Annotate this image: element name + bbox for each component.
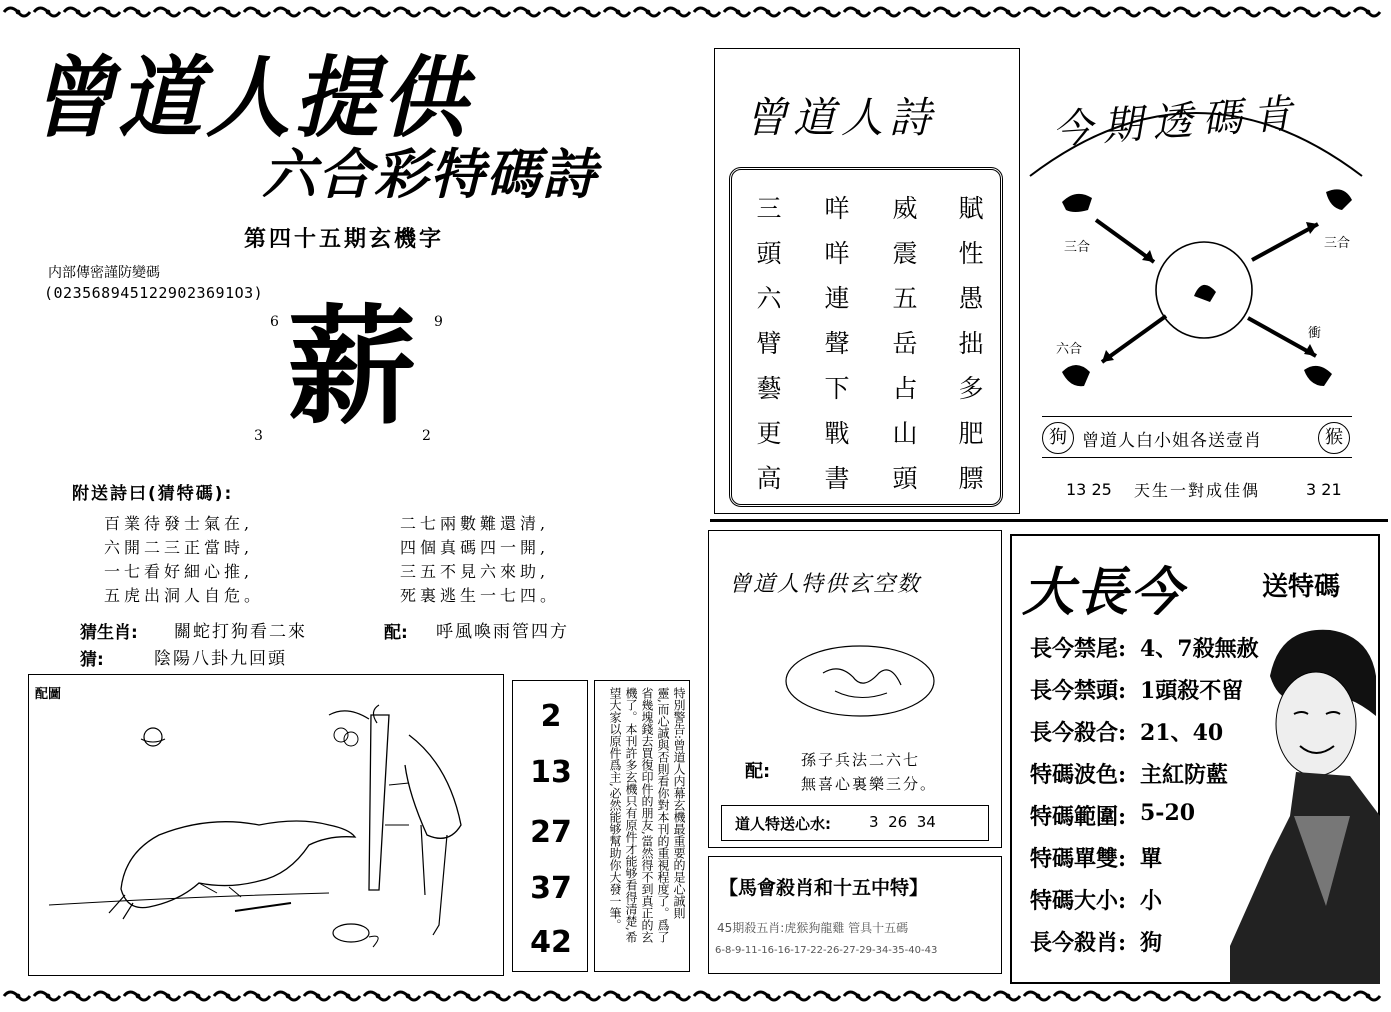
xuankong-pair-line-1: 孫子兵法二六七 [801, 751, 921, 769]
dachangjin-row-value: 21、40 [1140, 720, 1224, 746]
xuankong-ellipse [783, 643, 937, 719]
portrait-image [1230, 616, 1380, 984]
poem-left-line-1: 百業待發士氣在, [104, 514, 254, 533]
dachangjin-row-value: 4、7殺無赦 [1140, 636, 1259, 662]
numbers-column-box [512, 680, 588, 972]
dachangjin-row-label: 特碼單雙: [1030, 846, 1127, 872]
poem-left-line-2: 六開二三正當時, [104, 538, 254, 557]
grid-poem-title: 曾道人詩 [745, 93, 938, 142]
label-three-left: 三合 [1064, 240, 1091, 255]
mystery-char: 薪 [287, 293, 416, 442]
number-item-2: 13 [530, 755, 572, 790]
grid-char-c1-r7: 高 [756, 464, 782, 493]
guess-zodiac-label: 猜生肖: [80, 623, 138, 643]
grid-char-c3-r2: 震 [892, 239, 918, 268]
dachangjin-row-label: 特碼大小: [1030, 888, 1127, 914]
grid-char-c2-r3: 連 [824, 284, 850, 313]
xuankong-title: 曾道人特供玄空数 [729, 572, 922, 597]
corner-number-tr: 9 [434, 314, 443, 330]
zodiac-panel [1026, 60, 1366, 520]
xuankong-pair-line-2: 無喜心裏樂三分。 [801, 775, 938, 793]
guess-zodiac-text: 關蛇打狗看二來 [174, 622, 307, 642]
badge-monkey: 猴 [1318, 422, 1350, 454]
dachangjin-row-value: 主紅防藍 [1140, 762, 1229, 788]
grid-char-c4-r1: 賦 [958, 194, 984, 223]
zodiac-nums-right: 3 21 [1306, 480, 1342, 499]
grid-char-c4-r5: 多 [958, 374, 984, 403]
horse-club-title: 【馬會殺肖和十五中特】 [719, 877, 929, 899]
badge-dog: 狗 [1042, 422, 1074, 454]
number-item-1: 2 [540, 699, 562, 734]
grid-char-c3-r3: 五 [892, 284, 918, 313]
warning-box [594, 680, 690, 972]
grid-char-c2-r7: 書 [824, 464, 850, 493]
dachangjin-row-label: 特碼範圍: [1030, 804, 1127, 830]
guess-pair-label: 配: [384, 623, 408, 643]
grid-char-c1-r4: 臂 [756, 329, 782, 358]
poem-left-line-4: 五虎出洞人自危。 [104, 586, 265, 605]
illustration-box [28, 674, 504, 976]
grid-char-c4-r3: 愚 [958, 284, 984, 313]
grid-char-c4-r2: 性 [958, 239, 984, 268]
warning-column-2: 靈,而心誠與否則看你對本刊的重視程度了。爲了 [656, 687, 670, 943]
poem-left-line-3: 一七看好細心推, [104, 562, 254, 581]
grid-char-c3-r4: 岳 [892, 329, 918, 358]
zodiac-diagram [1026, 180, 1366, 400]
mystery-char-block [254, 293, 443, 446]
xuankong-pair-label: 配: [745, 761, 771, 782]
warning-column-4: 機了。本刊許多玄機只有原件才能够看得清楚,希 [624, 687, 638, 943]
number-item-3: 27 [530, 815, 572, 850]
secret-note: 内部傳密謹防變碼 [48, 265, 160, 281]
dachangjin-row-label: 長今禁頭: [1030, 678, 1127, 704]
guess-label: 猜: [80, 650, 104, 670]
horizontal-separator [710, 519, 1388, 522]
code-string: (0235689451229023691O3) [44, 284, 264, 302]
corner-number-tl: 6 [270, 314, 279, 330]
grid-char-c2-r1: 咩 [824, 194, 850, 223]
dachangjin-row-value: 1頭殺不留 [1140, 678, 1244, 704]
dachangjin-row-value: 5-20 [1140, 800, 1196, 826]
grid-char-c1-r2: 頭 [756, 239, 782, 268]
dachangjin-title: 大長今 [1022, 562, 1185, 623]
bottom-ornament-border [0, 986, 1391, 1006]
grid-char-c3-r5: 占 [892, 374, 918, 403]
grid-char-c2-r5: 下 [824, 374, 850, 403]
grid-poem-panel [714, 48, 1020, 514]
grid-char-c3-r7: 頭 [892, 464, 918, 493]
warning-column-3: 省幾塊錢去買復印件的朋友,當然得不到真正的玄 [640, 687, 654, 943]
label-three-right: 三合 [1324, 236, 1351, 251]
horse-club-panel [708, 856, 1002, 974]
poem-right-line-1: 二七兩數難還清, [400, 514, 550, 533]
label-six: 六合 [1056, 342, 1083, 357]
dachangjin-row-label: 長今殺肖: [1030, 930, 1127, 956]
guess-pair-text: 呼風喚雨管四方 [436, 622, 569, 642]
grid-char-c3-r1: 威 [892, 194, 918, 223]
number-item-4: 37 [530, 871, 572, 906]
zodiac-nums-left: 13 25 [1066, 480, 1112, 499]
issue-label: 第四十五期玄機字 [244, 227, 445, 252]
poem-heading: 附送詩曰(猜特碼): [72, 484, 234, 504]
top-ornament-border [0, 2, 1391, 22]
grid-char-c3-r6: 山 [892, 419, 918, 448]
poem-right-line-3: 三五不見六來助, [400, 562, 550, 581]
sub-title: 六合彩特碼詩 [262, 143, 598, 206]
zodiac-title: 今期透碼肯 [1050, 90, 1304, 154]
label-chong: 衝 [1308, 326, 1322, 341]
heart-numbers: 3 26 34 [869, 813, 936, 831]
grid-char-c1-r3: 六 [756, 284, 782, 313]
dachangjin-row-value: 小 [1140, 888, 1163, 914]
grid-char-c1-r6: 更 [756, 419, 782, 448]
illustration-label: 配圖 [35, 687, 62, 702]
illustration-drawing [29, 675, 503, 975]
dachangjin-subtitle: 送特碼 [1262, 572, 1341, 602]
horse-club-line-1: 45期殺五肖:虎猴狗龍雞 管具十五碼 [717, 921, 909, 935]
grid-char-c2-r6: 戰 [824, 419, 850, 448]
grid-char-c1-r1: 三 [756, 194, 782, 223]
zodiac-footer-line: 曾道人白小姐各送壹肖 [1082, 431, 1262, 451]
dachangjin-row-label: 長今殺合: [1030, 720, 1127, 746]
corner-number-br: 2 [422, 428, 431, 444]
dachangjin-row-label: 長今禁尾: [1030, 636, 1127, 662]
grid-poem-characters [745, 189, 995, 509]
horse-club-line-2: 6-8-9-11-16-16-17-22-26-27-29-34-35-40-43 [715, 945, 938, 956]
xuankong-panel [708, 530, 1002, 848]
poem-right-line-2: 四個真碼四一開, [400, 538, 550, 557]
dachangjin-row-label: 特碼波色: [1030, 762, 1127, 788]
poem-right-line-4: 死裏逃生一七四。 [400, 586, 561, 605]
grid-char-c4-r6: 肥 [958, 419, 984, 448]
grid-char-c2-r2: 咩 [824, 239, 850, 268]
grid-char-c2-r4: 聲 [824, 329, 850, 358]
warning-column-1: 特別警告:曾道人内幕玄機最重要的是心誠則 [672, 687, 686, 920]
dachangjin-panel [1010, 534, 1380, 984]
grid-char-c4-r7: 膘 [958, 464, 984, 493]
guess-text: 陰陽八卦九回頭 [154, 649, 287, 669]
warning-column-5: 望大家以原件爲主,必然能够幫助你大發一筆。 [608, 687, 622, 931]
grid-char-c4-r4: 拙 [958, 329, 984, 358]
number-item-5: 42 [530, 925, 572, 960]
grid-char-c1-r5: 藝 [756, 374, 782, 403]
dachangjin-row-value: 狗 [1140, 930, 1163, 956]
dachangjin-row-value: 單 [1140, 846, 1163, 872]
heart-label: 道人特送心水: [735, 815, 831, 833]
zodiac-middle-text: 天生一對成佳偶 [1134, 481, 1261, 500]
corner-number-bl: 3 [254, 428, 263, 444]
main-title: 曾道人提供 [30, 46, 471, 150]
